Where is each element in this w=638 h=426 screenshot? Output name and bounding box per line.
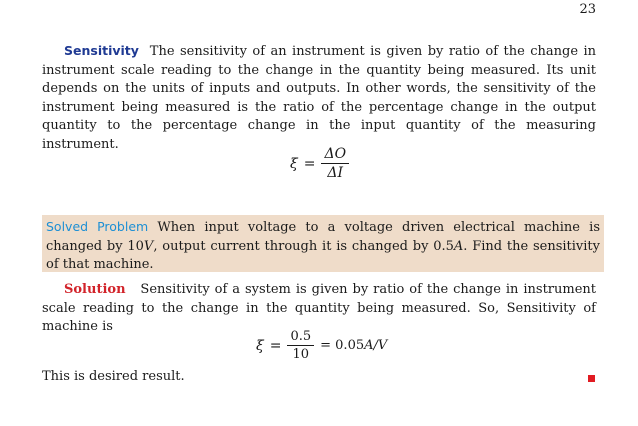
solved-problem-paragraph bbox=[42, 215, 604, 275]
result-equation bbox=[256, 329, 387, 362]
solved-problem-text-c: . Find the sensitivity of that machine. bbox=[46, 238, 600, 272]
fraction-denominator: ΔI bbox=[327, 165, 344, 181]
equation-fraction bbox=[287, 329, 314, 362]
sensitivity-text: The sensitivity of an instrument is given by ratio of the change in instrument scale reading to the change in the quantity being measured. Its unit depends on the units of inputs and outputs. In other words, the sensitivity of the instrument being measured is the ratio of the percentage change in the output quantity to the percentage change in the input quantity of the measuring instrument. bbox=[42, 44, 596, 152]
equation-lhs: ξ bbox=[290, 155, 298, 172]
equation-rhs-value: = 0.05 bbox=[320, 338, 365, 353]
sensitivity-heading: Sensitivity bbox=[64, 43, 139, 58]
solved-problem-text-a: When input voltage to a voltage driven electrical machine is changed by 10 bbox=[46, 220, 600, 254]
solved-problem-heading: Solved Problem bbox=[46, 219, 149, 234]
fraction-numerator: ΔO bbox=[321, 146, 349, 164]
equation-equals: = bbox=[269, 337, 282, 354]
equation-lhs: ξ bbox=[256, 337, 264, 354]
solved-problem-box bbox=[42, 215, 604, 272]
sensitivity-equation bbox=[290, 146, 349, 181]
solution-heading: Solution bbox=[64, 282, 126, 297]
fraction-numerator: 0.5 bbox=[287, 329, 314, 346]
unit-volt: V bbox=[143, 238, 154, 254]
equation-fraction bbox=[321, 146, 349, 181]
unit-ampere: A bbox=[453, 238, 464, 254]
fraction-denominator: 10 bbox=[292, 347, 310, 362]
equation-rhs-unit: A/V bbox=[364, 338, 388, 353]
sensitivity-paragraph bbox=[42, 42, 596, 154]
solved-problem-text-b: , output current through it is changed by 0.5 bbox=[153, 238, 454, 254]
page-number: 23 bbox=[579, 2, 596, 17]
equation-equals: = bbox=[303, 155, 316, 172]
result-text: This is desired result. bbox=[42, 369, 185, 384]
qed-square-icon bbox=[588, 375, 595, 382]
solution-text: Sensitivity of a system is given by ratio of the change in instrument scale reading to the change in the quantity being measured. So, Sensitivity of machine is bbox=[42, 282, 596, 334]
